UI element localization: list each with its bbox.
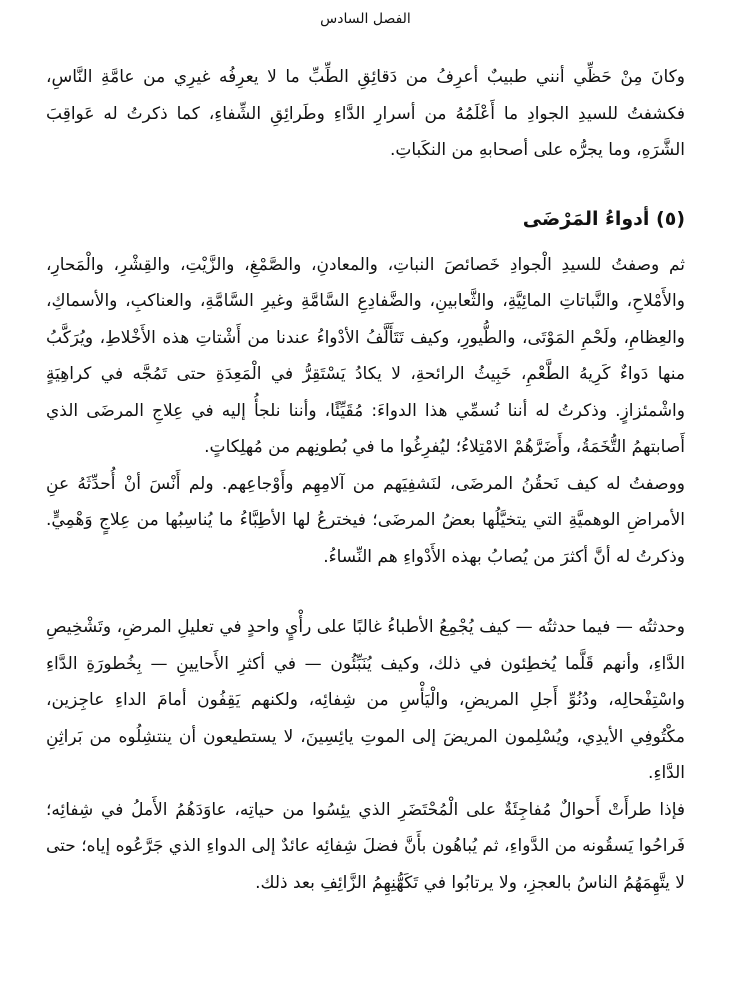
- body-paragraph-3: وحدثتُه — فيما حدثتُه — كيف يُجْمِعُ الأطباءُ غالبًا على رأْيٍ واحدٍ في تعليلِ المرضِ، وتَشْخِيصِ الدَّاءِ، وأنهم قَلَّما يُخطِئون في ذلك، وكيف يُنَبِّئُون — في أكثرِ الأَحايينِ — بِخُطورَةِ الدَّاءِ واسْتِفْحالِه، ودُنُوِّ أَجلِ المريضِ، والْيَأْسِ من شِفائِه، ولكنهم يَقِفُون أمامَ الداءِ عاجِزين، مكْتُوفِي الأيدِي، ويُسْلِمون المريضَ إلى الموتِ يائِسِينَ، لا يستطيعون أن ينتشِلُوه من بَراثِنِ الدَّاءِ.: [46, 617, 685, 783]
- section-heading: (٥) أدواءُ المَرْضَى: [522, 207, 685, 230]
- body-paragraph-2: ووصفتُ له كيف نَحقُنُ المرضَى، لنَشفِيَهم من آلامِهِم وأَوْجاعِهم. ولم أَنْسَ أنْ أُحدِّثَهُ عنِ الأمراضِ الوهميَّةِ التي يتخيَّلُها بعضُ المرضَى؛ فيخترعُ لها الأطِبَّاءُ ما يُناسِبُها من عِلاجٍ وَهْمِيٍّ. وذكرتُ له أنَّ أكثرَ من يُصابُ بهذه الأَدْواءِ هم النِّساءُ.: [46, 473, 685, 567]
- intro-paragraph: وكانَ مِنْ حَظِّي أنني طبيبٌ أعرِفُ من دَقائِقِ الطِّبِّ ما لا يعرِفُه غيرِي من عامَّةِ النَّاسِ، فكشفتُ للسيدِ الجوادِ ما أَعْلَمُهُ من أسرارِ الدَّاءِ وطَرائِقِ الشِّفاءِ، كما ذكرتُ له عَواقِبَ الشَّرَهِ، وما يجرُّه على أصحابهِ من النكَباتِ.: [46, 67, 685, 160]
- body-paragraph-4: فإذا طرأَتْ أَحوالٌ مُفاجِئَةٌ على الْمُحْتَضَرِ الذي يئِسُوا من حياتِه، عاوَدَهُمُ الأَملُ في شِفائِه؛ فَراحُوا يَسقُونه من الدَّواءِ، ثم يُباهُون بأَنَّ فضلَ شِفائِه عائدٌ إلى الدواءِ الذي جَرَّعُوه إياه؛ حتى لا يتَّهِمَهُمُ الناسُ بالعجزِ، ولا يرتابُوا في تَكَهُّنِهِمُ الزَّائِفِ بعد ذلك.: [46, 799, 685, 893]
- chapter-running-header: الفصل السادس: [320, 11, 411, 27]
- body-paragraph-1: ثم وصفتُ للسيدِ الْجوادِ خَصائصَ النباتِ، والمعادنِ، والصَّمْغِ، والزَّيْتِ، والقِشْرِ، والْمَحارِ، والأَمْلاحِ، والنَّباتاتِ المائِيَّةِ، والثَّعابينِ، والضَّفادِعِ السَّامَّةِ وغيرِ السَّامَّةِ، والعناكبِ، والأسماكِ، والعِظامِ، ولَحْمِ المَوْتَى، والطُّيورِ، وكيف تَتَأَلَّفُ الأدْواءُ عندنا من أَشْتاتِ هذه الأَخْلاطِ، ويُرَكَّبُ منها دَواءٌ كَرِيهُ الطَّعْمِ، خَبِيثُ الرائحةِ، لا يكادُ يَسْتَقِرُّ في الْمَعِدَةِ حتى تَمُجَّه في كراهِيَةٍ واشْمئزازٍ. وذكرتُ له أننا نُسمِّي هذا الدواءَ: مُقَيِّئًا، وأننا نلجأُ إليه في عِلاجِ المرضَى الذي أَصابتهمُ التُّخَمَةُ، وأَضَرَّهُمْ الامْتِلاءُ؛ ليُفرِغُوا ما في بُطونِهم من مُهلِكاتٍ.: [46, 254, 685, 457]
